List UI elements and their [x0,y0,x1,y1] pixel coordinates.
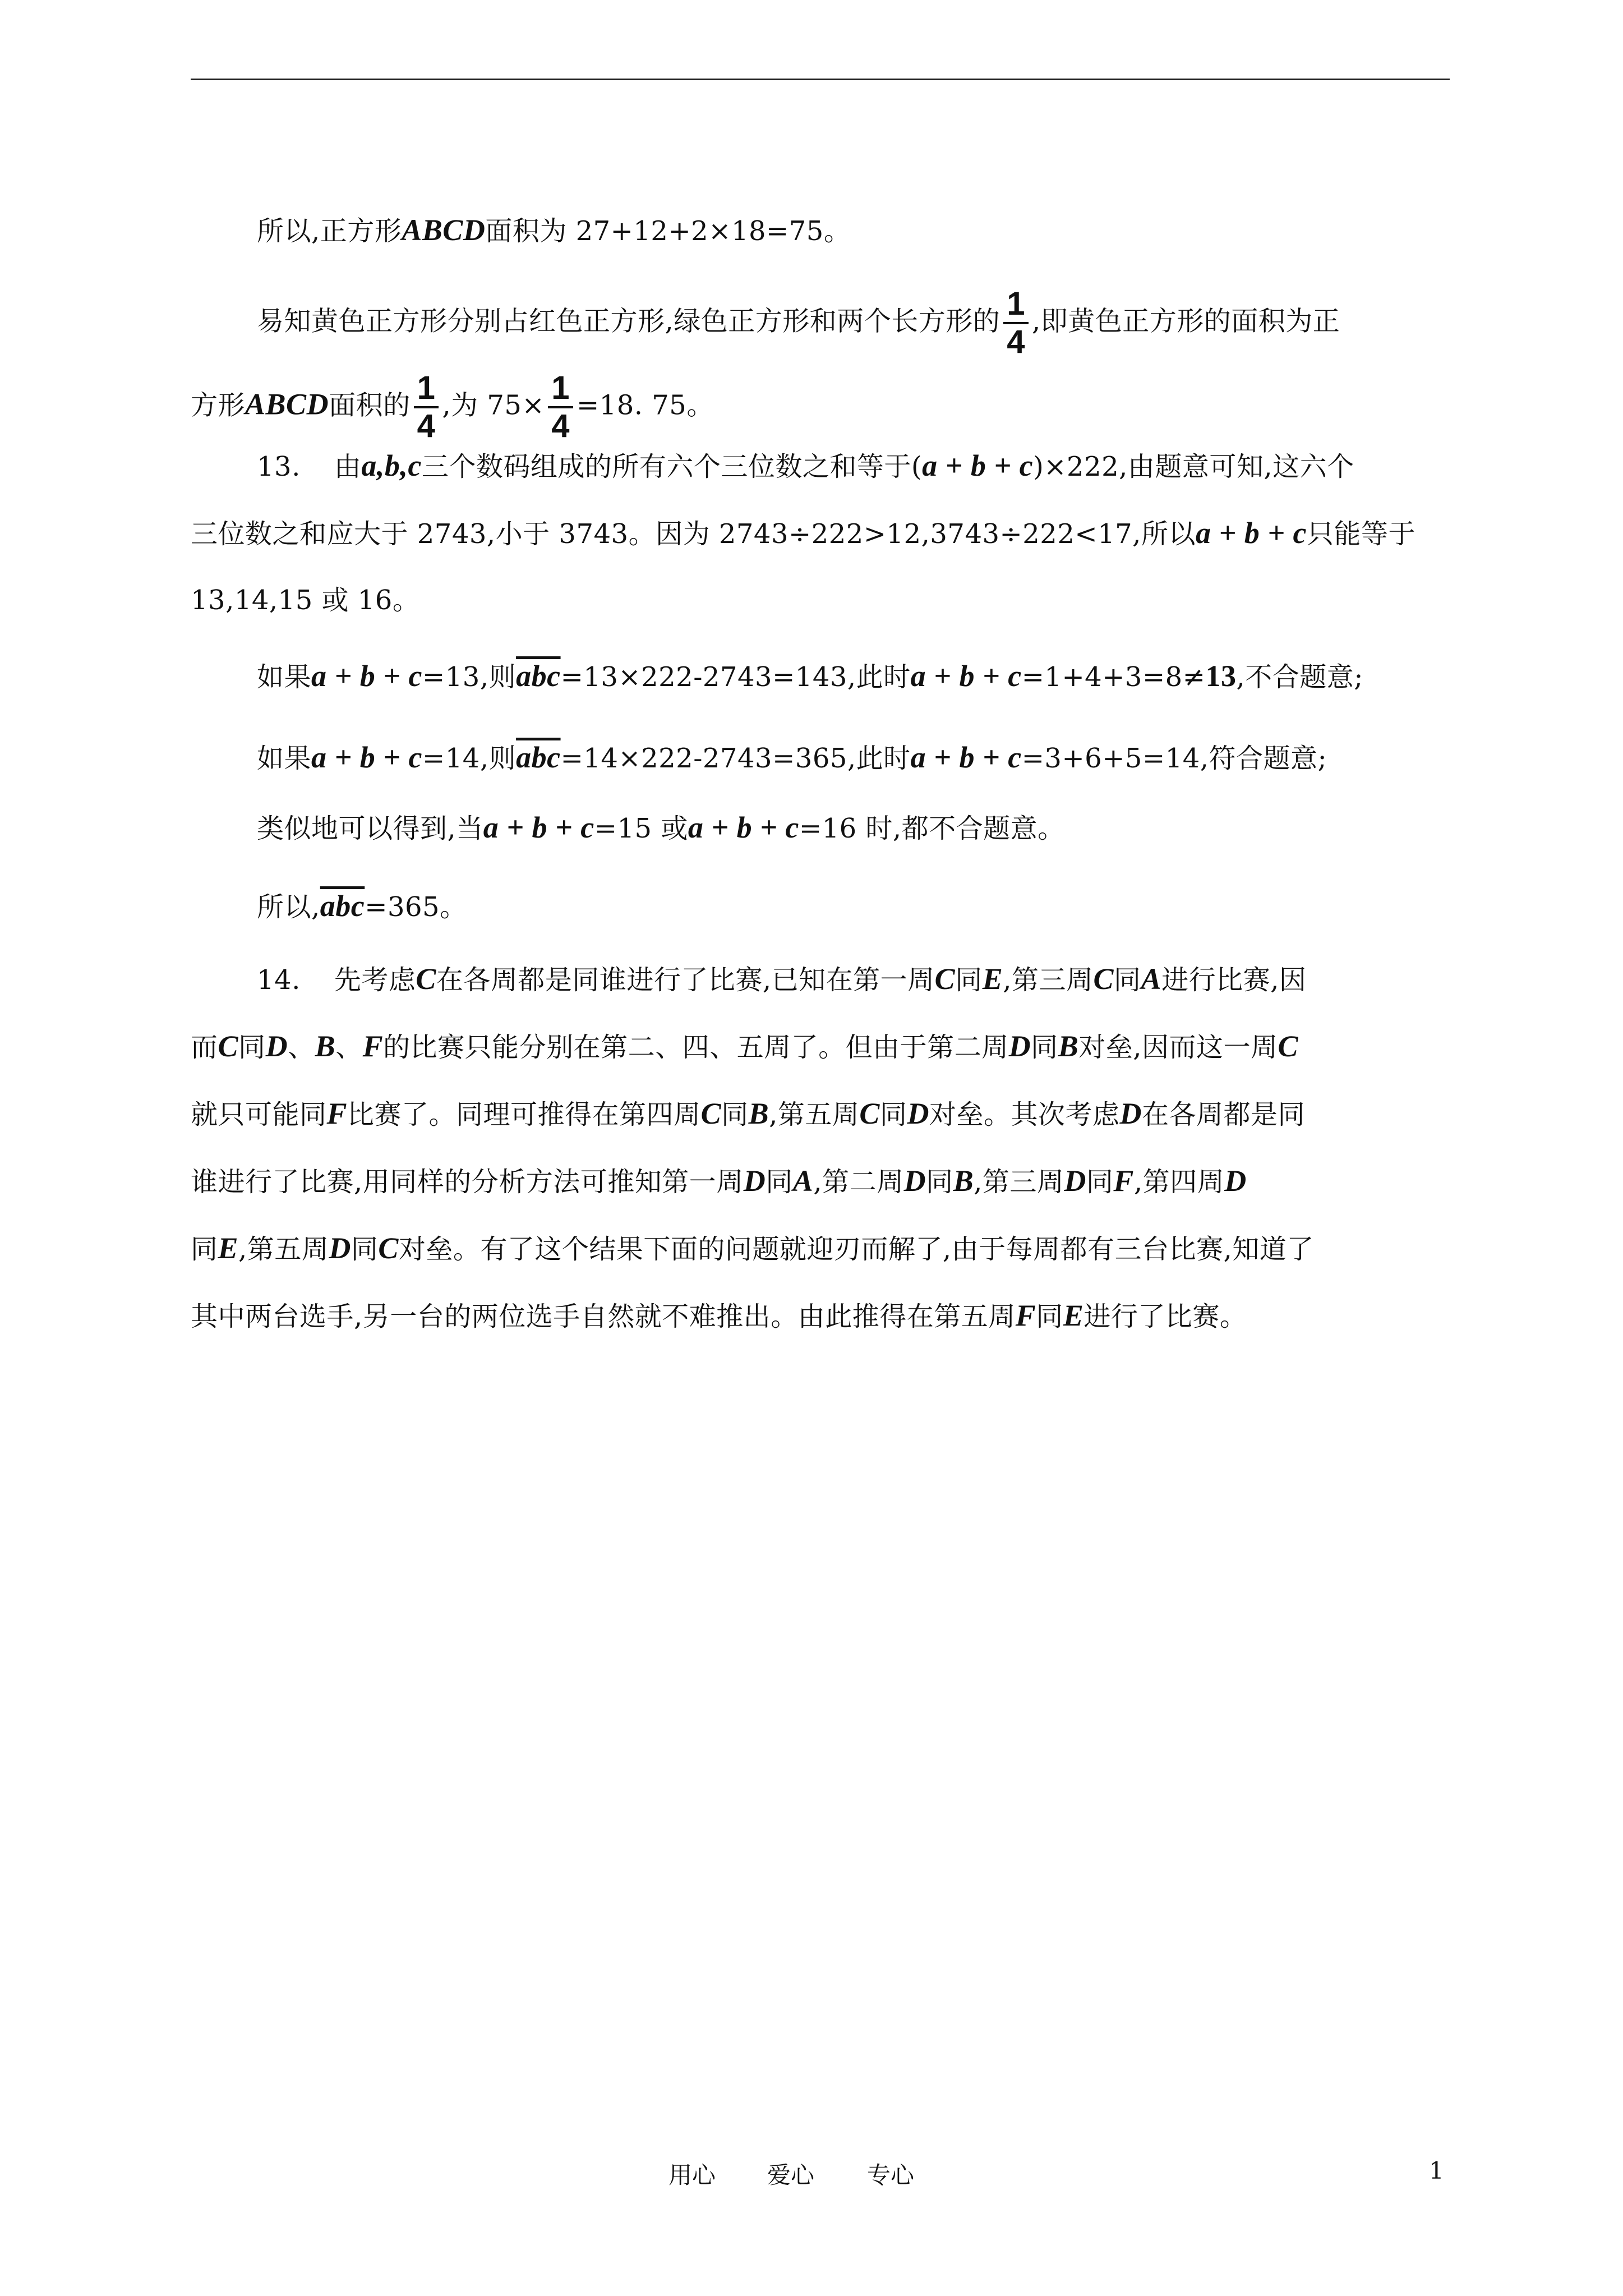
text-segment: 同 [238,1032,266,1063]
text-line [191,1029,1298,1064]
text-segment: =13×222-2743=143,此时 [560,661,911,693]
text-segment: ,第三周 [974,1166,1064,1198]
text-line [257,962,1306,997]
text-segment: 三位数之和应大于 2743,小于 3743。因为 2743÷222>12,3743÷222<17,所以 [191,518,1196,550]
text-segment: =3+6+5=14,符合题意; [1021,743,1327,774]
text-segment: =15 或 [594,813,688,844]
text-line [257,889,467,924]
math-var: D [743,1164,766,1198]
text-segment: 同 [1086,1166,1114,1198]
math-var: C [859,1097,880,1130]
text-segment: 先考虑 [334,964,416,996]
text-segment: ,第二周 [813,1166,904,1198]
math-var: D [1224,1164,1247,1198]
math-var: C [934,962,956,996]
text-segment: 同 [351,1234,379,1265]
math-expression: a + b + c [311,740,423,774]
text-segment: 类似地可以得到,当 [257,813,483,844]
fraction [414,370,439,444]
text-segment: =16 时,都不合题意。 [799,813,1065,844]
text-line [257,811,1065,845]
text-segment: =1+4+3=8≠ [1021,661,1206,693]
overline-number: $\overline{abc}$ [516,740,561,774]
fraction-numerator: 1 [548,370,573,408]
text-line [191,516,1415,551]
text-line [191,370,714,444]
text-segment: 在各周都是同谁进行了比赛,已知在第一周 [436,964,935,996]
text-segment: =14×222-2743=365,此时 [560,743,911,774]
text-line [191,1097,1305,1131]
text-segment: ,第四周 [1133,1166,1225,1198]
text-line [191,1164,1247,1199]
text-segment: 、 [335,1032,363,1063]
math-var: A [1141,962,1162,996]
text-segment: 面积为 27+12+2×18=75。 [485,215,851,247]
math-var: C [1093,962,1114,996]
text-segment: 进行比赛,因 [1161,964,1307,996]
text-segment: 同 [721,1099,749,1130]
fraction-numerator: 1 [414,370,439,408]
math-var: F [1113,1164,1134,1198]
text-segment: ,即黄色正方形的面积为正 [1032,305,1340,337]
footer-text-mid: 爱心 [767,2161,815,2189]
fraction-denominator: 4 [551,408,570,444]
text-segment: )×222,由题意可知,这六个 [1033,451,1354,482]
text-segment: 同 [926,1166,953,1198]
fraction-numerator: 1 [1003,286,1029,324]
math-var: A [792,1164,814,1198]
math-var: E [218,1231,239,1265]
math-expression: a + b + c [483,811,594,844]
math-var: F [326,1097,348,1130]
math-expression: a + b + c [922,449,1034,482]
math-var: D [329,1231,351,1265]
fraction [548,370,573,444]
text-segment: 只能等于 [1306,518,1415,550]
fraction-denominator: 4 [1007,324,1026,360]
text-segment: 谁进行了比赛,用同样的分析方法可推知第一周 [191,1166,744,1198]
text-segment: 如果 [257,661,312,693]
text-segment: 的比赛只能分别在第二、四、五周了。但由于第二周 [383,1032,1009,1063]
text-line [191,583,419,617]
math-expression: a + b + c [910,659,1022,693]
text-segment: 进行了比赛。 [1083,1301,1247,1332]
text-segment: 同 [1031,1032,1058,1063]
text-segment: =13,则 [422,661,517,693]
math-var: C [378,1231,399,1265]
text-segment: ,第五周 [238,1234,329,1265]
text-segment: 13,14,15 或 16。 [191,585,420,616]
math-var: C [416,962,436,996]
footer-text-right: 专心 [867,2161,915,2189]
text-segment: 面积的 [329,389,411,421]
text-segment: 同 [191,1234,218,1265]
text-line [257,213,851,248]
text-segment: =18. 75。 [576,389,714,421]
math-var: B [953,1164,974,1198]
math-var: F [1015,1299,1036,1332]
text-segment: 在各周都是同 [1141,1099,1305,1130]
math-expression: a + b + c [311,659,423,693]
math-var: C [1278,1029,1299,1063]
text-segment: =365。 [365,891,467,923]
text-segment: =14,则 [422,743,517,774]
text-segment: 对垒。其次考虑 [929,1099,1120,1130]
text-segment: 、 [288,1032,315,1063]
text-segment: 对垒。有了这个结果下面的问题就迎刃而解了,由于每周都有三台比赛,知道了 [398,1234,1314,1265]
math-var: F [362,1029,384,1063]
text-segment: 所以, [257,891,320,923]
text-segment: 其中两台选手,另一台的两位选手自然就不难推出。由此推得在第五周 [191,1301,1016,1332]
math-var: C [218,1029,239,1063]
fraction [1003,286,1029,360]
text-line [257,659,1363,694]
math-expression: a + b + c [1195,516,1307,550]
math-var: a,b,c [361,449,422,482]
text-segment: ,为 75× [442,389,545,421]
text-segment: 同 [879,1099,907,1130]
text-segment: 三个数码组成的所有六个三位数之和等于( [421,451,923,482]
math-number: 13 [1205,659,1237,693]
text-segment: 而 [191,1032,218,1063]
text-segment: 同 [1036,1301,1063,1332]
text-segment: 所以,正方形 [257,215,402,247]
text-line [191,1299,1247,1333]
math-var: D [265,1029,288,1063]
math-expression: a + b + c [910,740,1022,774]
text-segment: ,第五周 [769,1099,860,1130]
text-segment: ,第三周 [1003,964,1094,996]
text-segment: 同 [1114,964,1141,996]
text-segment: 由 [334,451,362,482]
text-segment: 方形 [191,389,246,421]
text-segment: 易知黄色正方形分别占红色正方形,绿色正方形和两个长方形的 [257,305,1000,337]
page-number: 1 [1429,2157,1444,2184]
item-number: 14. [257,964,301,996]
text-segment: ,不合题意; [1236,661,1363,693]
math-var: B [315,1029,336,1063]
math-var: D [1119,1097,1142,1130]
math-var: B [1058,1029,1079,1063]
math-var: E [1063,1299,1084,1332]
text-segment: 同 [955,964,983,996]
text-line [257,449,1354,484]
math-var: D [903,1164,926,1198]
footer-text-left: 用心 [668,2161,716,2189]
overline-number: $\overline{abc}$ [516,659,561,693]
math-var: ABCD [402,213,486,247]
math-var: ABCD [245,387,329,421]
fraction-denominator: 4 [417,408,436,444]
item-number: 13. [257,451,301,482]
text-line [257,740,1327,775]
math-var: D [1008,1029,1031,1063]
math-var: D [907,1097,929,1130]
text-segment: 对垒,因而这一周 [1078,1032,1278,1063]
math-var: E [982,962,1003,996]
text-line [191,1231,1314,1266]
text-segment: 比赛了。同理可推得在第四周 [347,1099,701,1130]
math-var: B [748,1097,769,1130]
header-rule [191,79,1450,80]
overline-number: $\overline{abc}$ [320,889,365,923]
math-var: C [700,1097,722,1130]
text-line [257,286,1340,360]
math-var: D [1064,1164,1086,1198]
text-segment: 如果 [257,743,312,774]
text-segment: 同 [766,1166,793,1198]
text-segment: 就只可能同 [191,1099,327,1130]
math-expression: a + b + c [688,811,799,844]
